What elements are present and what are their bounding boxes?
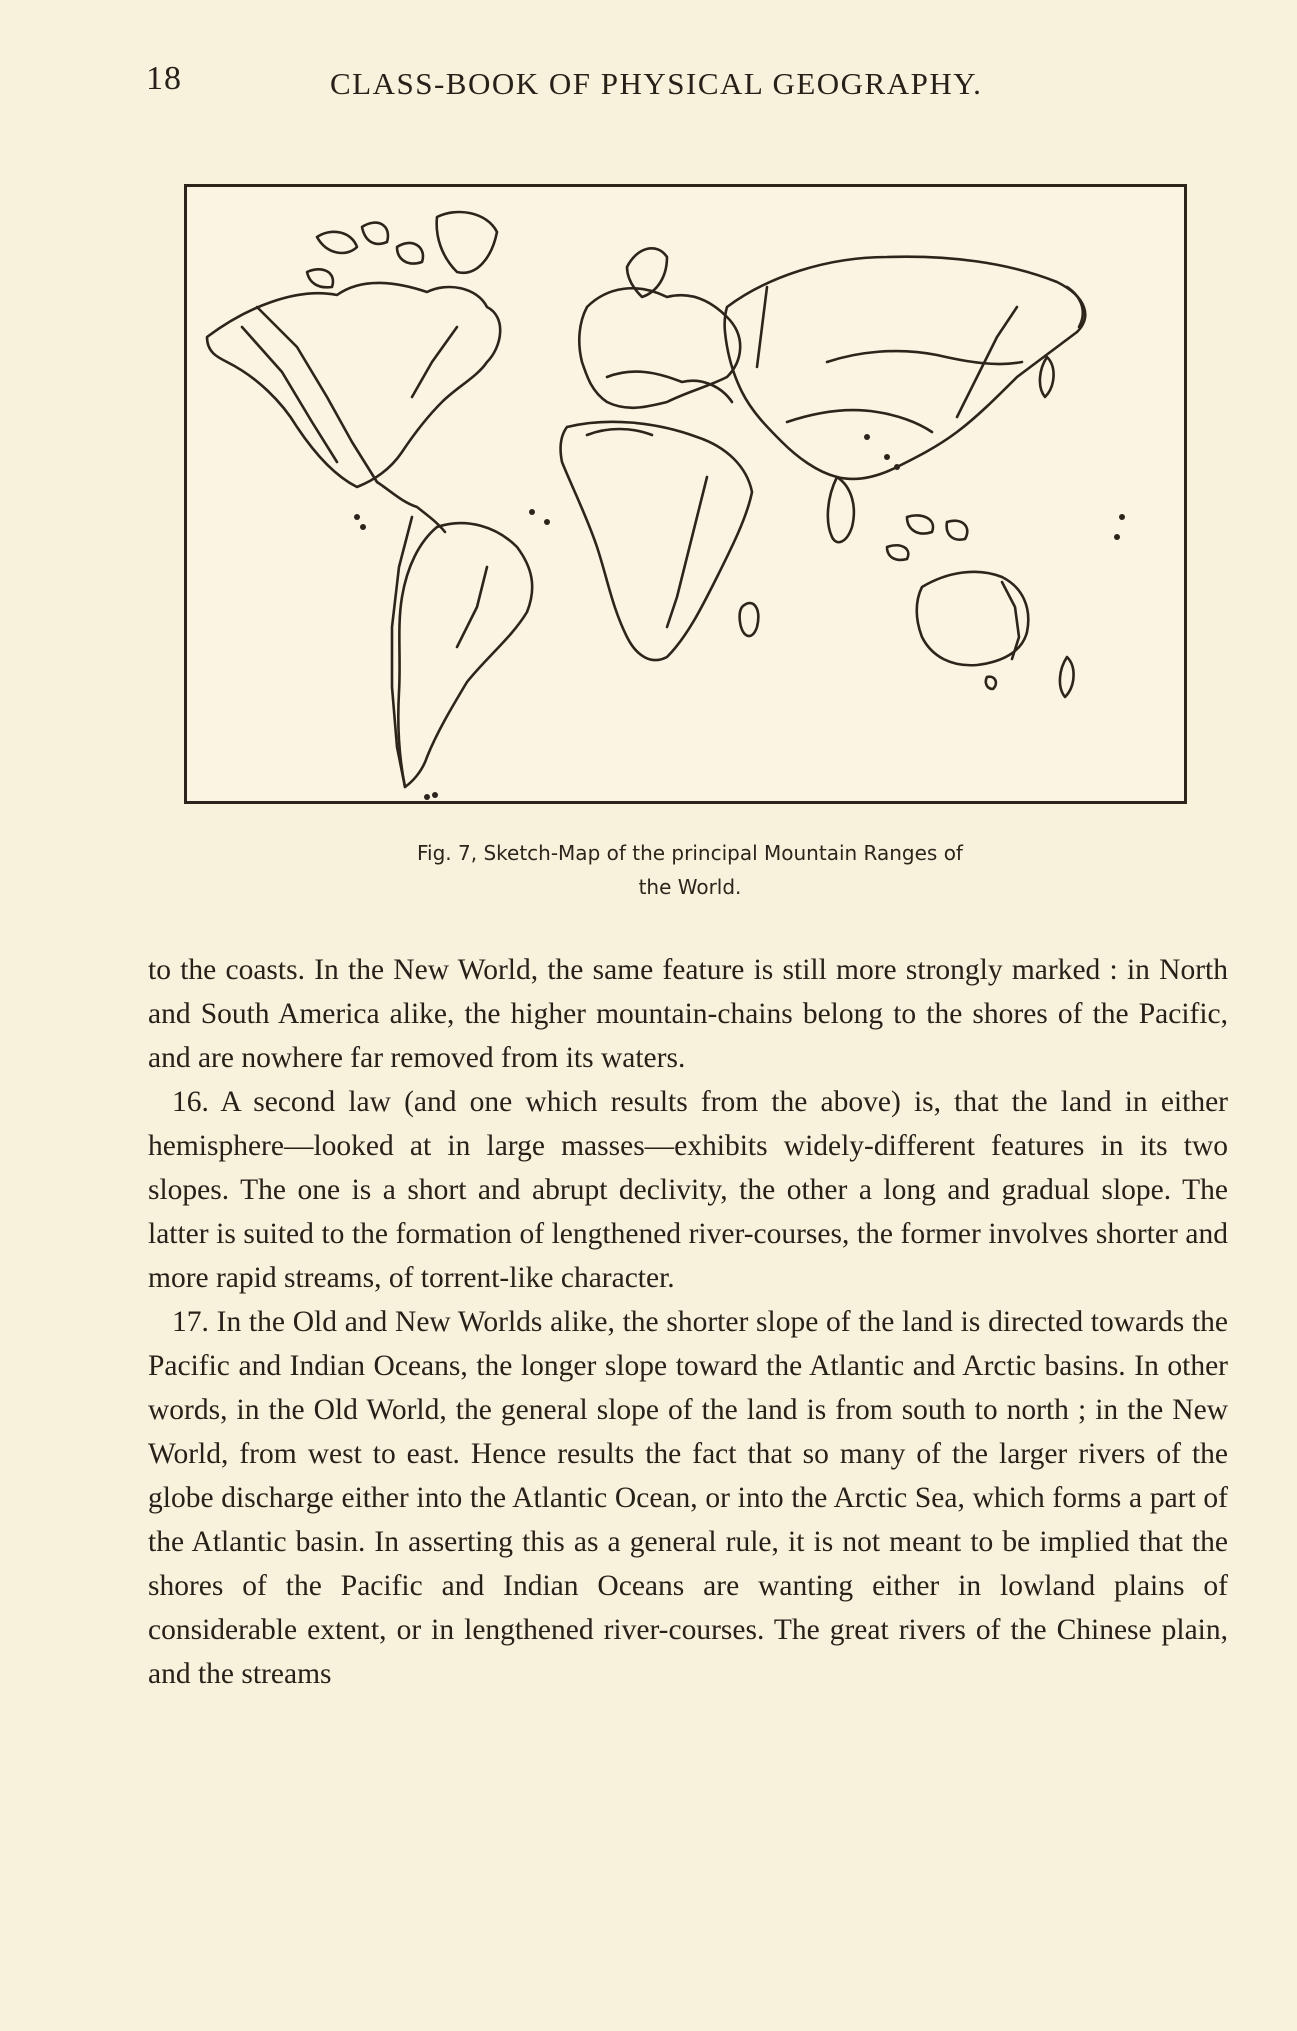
europe-outline (579, 288, 740, 407)
running-title: CLASS-BOOK OF PHYSICAL GEOGRAPHY. (330, 66, 983, 101)
world-mountain-sketch-map (184, 184, 1187, 804)
rocky-mountains (257, 307, 377, 482)
caption-line-2: the World. (638, 875, 742, 899)
greenland (437, 212, 497, 273)
asia-outline (725, 257, 1086, 479)
madagascar (740, 603, 759, 636)
coast-range (242, 327, 337, 462)
map-drawing (187, 187, 1184, 801)
figure-caption (300, 836, 1080, 904)
paragraph-17: 17. In the Old and New Worlds alike, the shorter slope of the land is directed towards the Pacific and Indian Oceans, the longer slope toward the Atlantic and Arctic basins. In other words, in the Old World, the general slope of the land is from south to north ; in the New World, from west to east. Hence results the fact that so many of the larger rivers of the globe discharge either into the Atlantic Ocean, or into the Arctic Sea, which forms a part of the Atlantic basin. In asserting this as a general rule, it is not meant to be implied that the shores of the Pacific and Indian Oceans are wanting either in lowland plains of considerable extent, or in lengthened river-courses. The great rivers of the Chinese plain, and the streams (148, 1306, 1228, 1690)
africa-outline (561, 422, 752, 660)
east-indies (887, 515, 967, 559)
paragraph-16: 16. A second law (and one which results from the above) is, that the land in either hemisphere—looked at in large masses—exhibits widely-different features in its two slopes. The one is a short and abrupt declivity, the other a long and gradual slope. The latter is suited to the formation of lengthened river-courses, the former involves shorter and more rapid streams, of torrent-like character. (148, 1086, 1228, 1294)
page-number: 18 (146, 60, 182, 97)
arctic-islands (307, 223, 423, 288)
tasmania (986, 677, 996, 689)
japan (1040, 357, 1054, 397)
alps (607, 372, 732, 402)
atlas-mountains (587, 429, 652, 435)
australia-outline (917, 572, 1029, 665)
altai-ranges (827, 351, 1022, 364)
australian-alps (1002, 582, 1019, 659)
kamchatka (1067, 287, 1083, 327)
caption-line-1: Fig. 7, Sketch-Map of the principal Mountain Ranges of (417, 841, 963, 865)
india (828, 477, 854, 542)
appalachians (412, 327, 457, 397)
urals (757, 287, 767, 367)
new-zealand (1060, 657, 1074, 697)
himalaya (787, 410, 932, 432)
brazilian-highlands (457, 567, 487, 647)
south-america-outline (398, 523, 532, 787)
paragraph-continuation: to the coasts. In the New World, the same feature is still more strongly marked : in North and South America alike, the higher mountain-chains belong to the shores of the Pacific, and are nowhere far removed from its waters. (148, 954, 1228, 1074)
east-african-highlands (667, 477, 707, 627)
north-america-outline (207, 283, 500, 487)
andes (392, 517, 412, 787)
body-text (148, 948, 1228, 1696)
